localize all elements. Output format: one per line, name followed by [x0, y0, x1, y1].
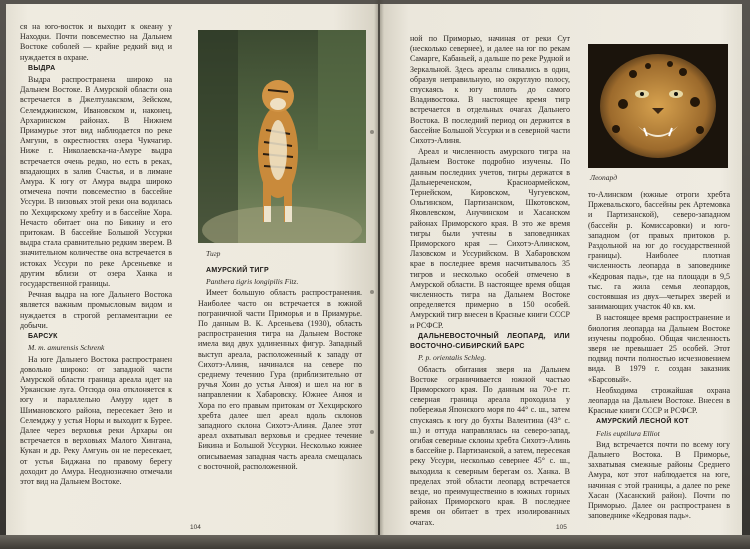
forest-cat-paragraph: Вид встречается почти по всему югу Дальнего Востока. В Приморье, захватывая смежные районы Среднего Амура, кот этот наблюдается на юге, начиная с этой границы, а далее по реке Хасан (Хасанский район). Почти по Приморью. Далее он распространен в заповеднике «Кедровая падь».: [588, 439, 730, 521]
leopard-protection-paragraph: Необходима строжайшая охрана леопарда на Дальнем Востоке. Внесен в Красные книги СССР и РСФСР.: [588, 385, 730, 416]
right-page-number: 105: [556, 524, 567, 531]
right-column-2: [588, 190, 730, 523]
right-column-1: [410, 34, 570, 529]
forest-cat-latin-name: Felis euptilura Elliot: [596, 428, 660, 438]
forest-cat-heading: АМУРСКИЙ ЛЕСНОЙ КОТ: [596, 418, 689, 426]
tiger-photo: [198, 30, 366, 243]
leopard-image: [588, 44, 728, 168]
binding-stitch: [370, 290, 374, 294]
barsuk-paragraph: На юге Дальнего Востока распространен довольно широко: от западной части Амурской области граница ареала идет на Урканские луга. Отсюда она отклоняется к югу и параллельно Амуру идет в Шимановского района, пересекает Зею и Селемджу у устья Норы и выходит к Бурее. Далее через верховья реки Архары он встречается в верховьях Малого Хингана, Кукан и др. Реку Амгунь он не пересекает, от устья Биджана по правому берегу доходит до Амура. Неоднозначно отмечали этот вид на Дальнем Востоке.: [20, 354, 172, 486]
leopard-paragraph: Область обитания зверя на Дальнем Востоке ограничивается южной частью Приморского края. По данным на 70-е гг. северная граница ареала проходила у побережья Японского моря по 44° с. ш., затем спускаясь к югу до бухты Валентина (43° с. ш.) и оттуда направлялась на северо-запад, огибая северные склоны хребта Сихотэ-Алинь в бассейне р. Партизанской, а затем, пересекая реку Уссури, несколько севернее 45° с. ш., выходила к северным берегам оз. Ханка. В пределах этой области леопард встречается везде, но преимущественно в южных горных районах Приморского края. В последнее время он обитает в трех изолированных очагах.: [410, 364, 570, 527]
leopard-caption: Леопард: [590, 173, 618, 182]
otter-paragraph-2: Речная выдра на юге Дальнего Востока является важным промысловым видом и нуждается в строгой регламентации ее добычи.: [20, 290, 172, 330]
tiger-heading: АМУРСКИЙ ТИГР: [206, 267, 269, 274]
left-page: [6, 4, 378, 535]
tiger-continuation: ной по Приморью, начиная от реки Сут (несколько севернее), и далее на юг по рекам Самарге, Кабаньей, а дальше по реке Рудной и Зеркальной. Здесь ареалы сливались в один, образуя неправильную, но округлую полосу, спускаясь к югу вплоть до самого Владивостока. В настоящее время тигр встречается в отдельных очагах Дальнего Востока. В последний период он держится в бассейне Большой Уссурки и в северной части Сихотэ-Алиня.: [410, 34, 570, 146]
left-column-1: [20, 22, 172, 488]
tiger-latin-name: Panthera tigris longipilis Fitz.: [206, 277, 299, 287]
soboly-text: ся на юго-восток и выходит к океану у Находки. Почти повсеместно на Дальнем Востоке соболей — крайне редкий вид и нуждается в охране.: [20, 22, 172, 62]
right-page: [380, 4, 742, 535]
leopard-continuation: то-Алинском (южные отроги хребта Пржевальского, бассейны рек Артемовка и Партизанской), северо-западном (бассейн р. Комиссаровки) и юго-западном (от правых притоков р. Раздольной на юг до государственной границы). Наиболее плотная численность леопарда в заповеднике «Кедровая падь», где на площади в 9,5 тыс. га жила семья леопардов, состоявшая из двух—четырех зверей и занимающих участок 40 кв. км.: [588, 190, 730, 312]
tiger-range-paragraph: Ареал и численность амурского тигра на Дальнем Востоке подробно изучены. По данным последних учетов, тигры держатся в Дальнереченском, Красноармейском, Тернейском, Кировском, Чугуевском, Ольгинском, Партизанском, Шкотовском, Яковлевском, Анучинском и Хасанском районах Приморского края. В это же время тигры были учтены в заповедниках Приморского края — Сихотэ-Алинском, Лазовском и Уссурийском. В Хабаровском крае в последнее время насчитывалось 35 тигров и несколько особей отмечено в Амурской области. В настоящее время общая численность тигра на Дальнем Востоке определяется примерно в 150 особей. Амурский тигр внесен в Красные книги СССР и РСФСР.: [410, 147, 570, 330]
left-column-2: [198, 266, 362, 473]
tiger-caption: Тигр: [206, 249, 221, 258]
otter-heading: ВЫДРА: [28, 64, 56, 72]
tiger-paragraph: Имеет большую область распространения. Наиболее часто он встречается в южной пограничной части Приморья и в Приамурье. По данным В. К. Арсеньева (1930), область распространения тигра на Дальнем Востоке имела вид двух удлиненных фигур. Западный выступ ареала, расположенный к западу от Сихотэ-Алиня, начинался на севере по среднему течению Гура (приблизительно от ручья Хоин до устья Анюя) и шел на юг в направлении к Хабаровску. Южнее Анюя и Хора по его правым притокам от Хехцирского хребта далее шел ареал вдоль склонов западного склона Сихотэ-Алиня. Далее этот ареал охватывал верховья и среднее течение Бикина и Большой Уссурки. Несколько южнее описываемая западная часть ареала смещалась с восточной, расположенной.: [198, 288, 362, 471]
otter-paragraph-1: Выдра распространена широко на Дальнем Востоке. В Амурской области она встречается в Джелтулакском, Зейском, Селемджинском, Ивановском и, наконец, Архаринском районах. В Нижнем Приамурье этот вид наблюдается по реке Амгуни, в окрестностях озера Чукчагир. Ниже г. Николаевска-на-Амуре выдра встречается очень редко, но есть в реках, впадающих в залив Счастья, и в лимане Амура. К югу от Амура выдра широко отмечена почти повсеместно в бассейне Уссури. В низовьях этой реки она водилась по Хехцирскому хребту и в бассейне Хора. Нечасто обитает она по Бикину и его притокам. В бассейне Большой Уссурки выдра стала сравнительно редким зверем. В значительном количестве она встречается в истоках Уссури по реке Арсеньевке и другим вблизи от озера Ханка и государственной границы.: [20, 75, 172, 289]
left-page-number: 104: [190, 524, 201, 531]
leopard-latin-name: P. p. orientalis Schleg.: [418, 353, 487, 363]
leopard-photo: [588, 44, 728, 168]
leopard-heading: ДАЛЬНЕВОСТОЧНЫЙ ЛЕОПАРД, ИЛИ ВОСТОЧНО-СИБИРСКИЙ БАРС: [410, 332, 570, 351]
barsuk-latin-name: M. m. amurensis Schrenk: [28, 343, 105, 353]
cover-bottom-edge: [0, 535, 750, 549]
binding-stitch: [370, 130, 374, 134]
leopard-status-paragraph: В настоящее время распространение и биология леопарда на Дальнем Востоке изучены подробно. Общая численность зверя не превышает 25 особей. Этот подвид почти полностью исчезновением вида. В 1979 г. создан заказник «Барсовый».: [588, 313, 730, 384]
book-gutter: [374, 0, 384, 549]
tiger-image: [198, 30, 366, 243]
barsuk-heading: БАРСУК: [28, 333, 58, 341]
binding-stitch: [370, 430, 374, 434]
